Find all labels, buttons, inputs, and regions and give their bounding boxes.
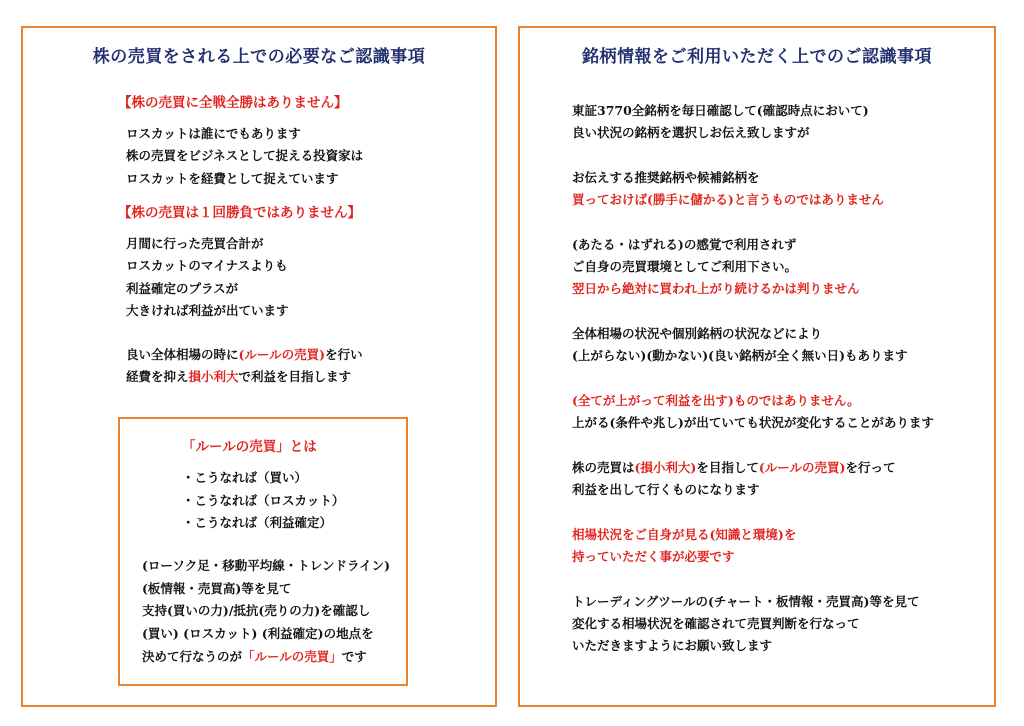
text-segment: 経費を抑え bbox=[126, 369, 189, 385]
losscut-text bbox=[126, 123, 363, 190]
text-line: 大きければ利益が出ています bbox=[126, 302, 289, 318]
text-line: (上がらない)(動かない)(良い銘柄が全く無い日)もあります bbox=[572, 348, 908, 364]
text-line: いただきますようにお願い致します bbox=[572, 638, 773, 654]
rule-items bbox=[182, 467, 344, 535]
text-line: トレーディングツールの(チャート・板情報・売買高)等を見て bbox=[572, 593, 920, 609]
rule-trade-box bbox=[118, 417, 408, 686]
rule-description bbox=[142, 555, 390, 669]
blank-line bbox=[572, 368, 934, 390]
text-segment: で利益を目指します bbox=[238, 369, 352, 385]
highlight-rule-trade: (ルールの売買) bbox=[238, 347, 326, 362]
text-line: 上がる(条件や兆し)が出ていても状況が変化することがあります bbox=[572, 415, 934, 431]
text-segment: を目指して bbox=[696, 459, 759, 475]
text-line: お伝えする推奨銘柄や候補銘柄を bbox=[572, 169, 760, 185]
text-segment: 良い全体相場の時に bbox=[126, 347, 239, 362]
highlight-rule-trade: (ルールの売買) bbox=[758, 459, 846, 475]
blank-line bbox=[572, 568, 934, 590]
highlight-rule-trade: 「ルールの売買」 bbox=[242, 648, 342, 664]
blank-line bbox=[572, 145, 934, 167]
text-segment: 株の売買は bbox=[572, 459, 635, 475]
text-line: (ローソク足・移動平均線・トレンドライン) bbox=[142, 558, 391, 573]
rule-item: ・こうなれば（利益確定） bbox=[182, 515, 333, 531]
warning-line: (全てが上がって利益を出す)ものではありません。 bbox=[572, 392, 860, 408]
text-line: (買い) (ロスカット) (利益確定)の地点を bbox=[142, 626, 374, 642]
text-segment: を行って bbox=[845, 459, 896, 475]
text-line: 支持(買いの力)/抵抗(売りの力)を確認し bbox=[142, 603, 371, 619]
monthly-text bbox=[126, 233, 289, 322]
text-line: 株の売買をビジネスとして捉える投資家は bbox=[126, 148, 364, 164]
heading-not-one-shot: 【株の売買は１回勝負ではありません】 bbox=[118, 205, 361, 221]
text-line: ロスカットのマイナスよりも bbox=[126, 258, 288, 274]
text-line: ロスカットを経費として捉えています bbox=[126, 170, 339, 186]
blank-line bbox=[572, 501, 934, 523]
left-title: 株の売買をされる上での必要なご認識事項 bbox=[92, 47, 426, 67]
text-line bbox=[126, 366, 363, 388]
warning-line: 翌日から絶対に買われ上がり続けるかは判りません bbox=[572, 281, 860, 297]
text-line: 全体相場の状況や個別銘柄の状況などにより bbox=[572, 325, 823, 341]
text-line: (板情報・売買高)等を見て bbox=[142, 580, 292, 596]
text-segment: 決めて行なうのが bbox=[142, 648, 243, 664]
text-line: ロスカットは誰にでもあります bbox=[126, 126, 301, 141]
highlight-small-loss-big-gain: (損小利大) bbox=[634, 459, 697, 475]
right-title: 銘柄情報をご利用いただく上でのご認識事項 bbox=[582, 47, 932, 67]
blank-line bbox=[572, 211, 934, 233]
warning-line: 買っておけば(勝手に儲かる)と言うものではありません bbox=[572, 192, 884, 208]
text-line: 変化する相場状況を確認されて売買判断を行なって bbox=[572, 615, 860, 631]
text-line: 良い状況の銘柄を選択しお伝え致しますが bbox=[572, 125, 810, 141]
text-line: 東証3770全銘柄を毎日確認して(確認時点において) bbox=[572, 103, 869, 118]
text-line: 月間に行った売買合計が bbox=[126, 236, 264, 251]
text-line bbox=[572, 457, 934, 479]
rule-box-title: 「ルールの売買」とは bbox=[182, 439, 317, 455]
text-segment: を行い bbox=[325, 347, 363, 362]
rule-item: ・こうなれば（ロスカット） bbox=[182, 492, 345, 508]
text-line: ご自身の売買環境としてご利用下さい。 bbox=[572, 259, 798, 275]
blank-line bbox=[572, 301, 934, 323]
highlight-small-loss-big-gain: 損小利大 bbox=[188, 369, 239, 385]
blank-line bbox=[572, 434, 934, 456]
text-line bbox=[142, 646, 390, 669]
right-body bbox=[572, 100, 934, 657]
left-panel bbox=[21, 26, 497, 707]
warning-line: 持っていただく事が必要です bbox=[572, 548, 735, 564]
text-line: 利益を出して行くものになります bbox=[572, 482, 760, 498]
heading-no-undefeated: 【株の売買に全戦全勝はありません】 bbox=[118, 95, 348, 111]
text-line bbox=[126, 344, 363, 366]
good-market-text bbox=[126, 344, 363, 389]
warning-line: 相場状況をご自身が見る(知識と環境)を bbox=[572, 526, 797, 542]
rule-item: ・こうなれば（買い） bbox=[182, 470, 308, 485]
right-panel bbox=[518, 26, 996, 707]
text-segment: です bbox=[341, 648, 367, 664]
text-line: 利益確定のプラスが bbox=[126, 280, 239, 296]
text-line: (あたる・はずれる)の感覚で利用されず bbox=[572, 236, 797, 252]
